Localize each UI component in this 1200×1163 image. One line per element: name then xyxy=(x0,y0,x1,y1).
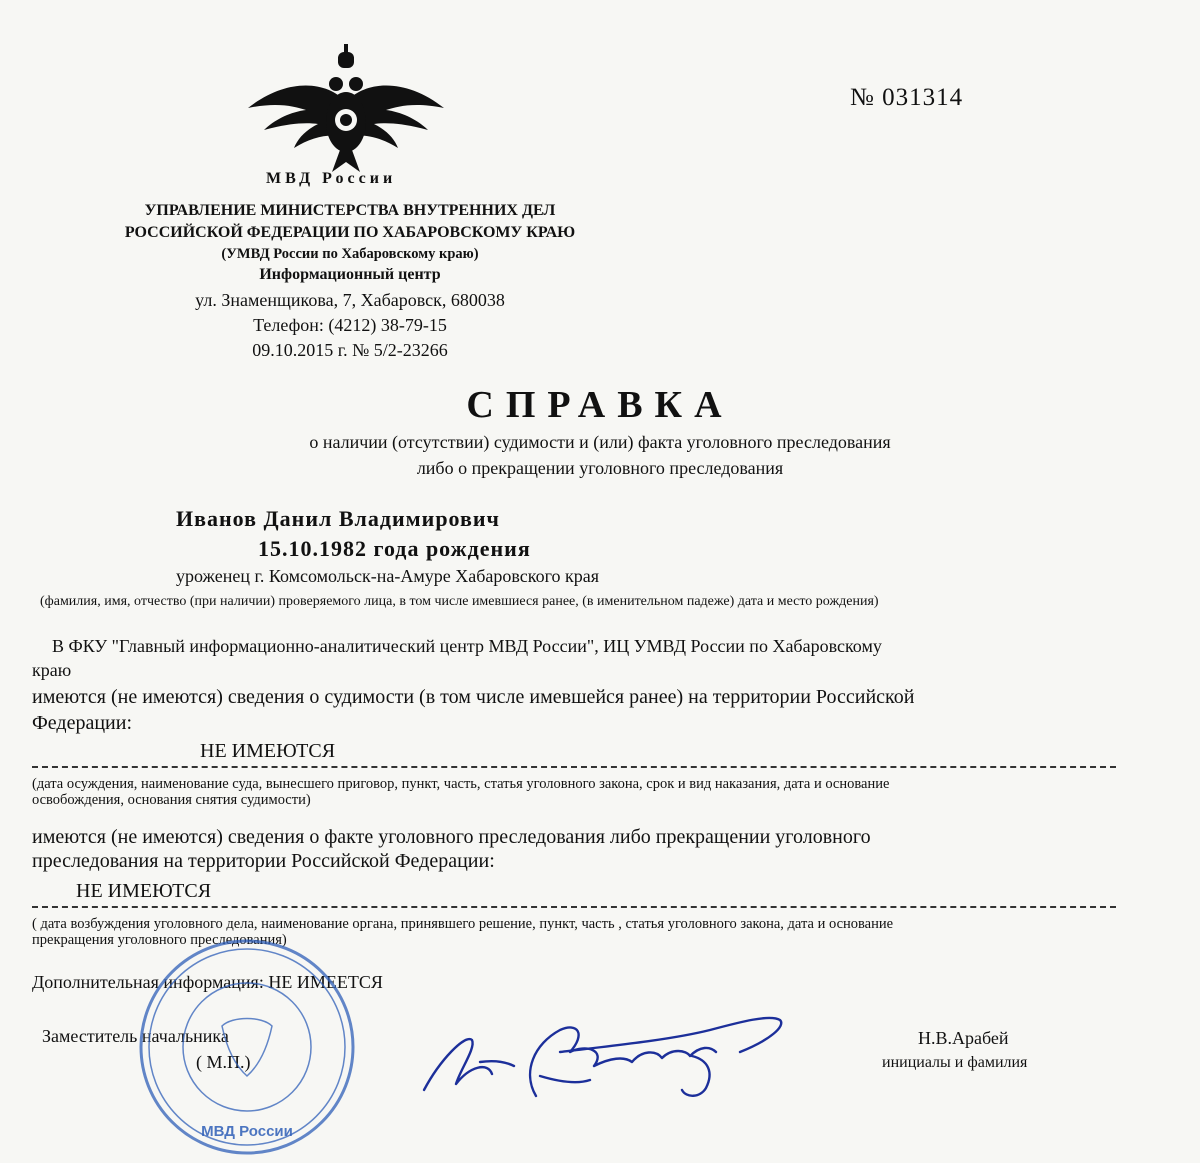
divider xyxy=(32,766,1116,768)
intro-text: краю xyxy=(32,660,72,680)
document-number: № 031314 xyxy=(850,84,964,111)
prosecution-text: имеются (не имеются) сведения о факте уголовного преследования либо прекращении уголовного xyxy=(32,826,871,848)
agency-phone: Телефон: (4212) 38-79-15 xyxy=(253,315,447,335)
conviction-caption: (дата осуждения, наименование суда, вынесшего приговор, пункт, часть, статья уголовного закона, срок и вид наказания, дата и основание xyxy=(32,776,890,792)
conviction-text: имеются (не имеются) сведения о судимости (в том числе имевшейся ранее) на территории Российской xyxy=(32,686,915,708)
official-stamp xyxy=(136,936,358,1158)
emblem-icon xyxy=(246,40,446,180)
conviction-text: Федерации: xyxy=(32,712,133,734)
person-full-name: Иванов Данил Владимирович xyxy=(176,506,500,531)
header-line: УПРАВЛЕНИЕ МИНИСТЕРСТВА ВНУТРЕННИХ ДЕЛ xyxy=(144,202,556,219)
conviction-value: НЕ ИМЕЮТСЯ xyxy=(200,740,336,762)
document-subtitle: либо о прекращении уголовного преследования xyxy=(416,458,784,478)
intro-text: В ФКУ "Главный информационно-аналитический центр МВД России", ИЦ УМВД России по Хабаровскому xyxy=(52,636,882,656)
additional-info: Дополнительная информация: НЕ ИМЕЕТСЯ xyxy=(32,972,383,992)
agency-address: ул. Знаменщикова, 7, Хабаровск, 680038 xyxy=(195,290,505,310)
handwritten-signature xyxy=(410,1000,790,1110)
person-birthplace: уроженец г. Комсомольск-на-Амуре Хабаровского края xyxy=(176,566,600,586)
prosecution-text: преследования на территории Российской Федерации: xyxy=(32,850,495,872)
document-title: СПРАВКА xyxy=(466,384,734,426)
divider xyxy=(32,906,1116,908)
person-caption: (фамилия, имя, отчество (при наличии) проверяемого лица, в том числе имевшиеся ранее, (в именительном падеже) дата и место рождения) xyxy=(40,594,879,609)
person-birth-date: 15.10.1982 года рождения xyxy=(258,536,531,561)
signer-position: Заместитель начальника xyxy=(42,1026,229,1046)
header-line: Информационный центр xyxy=(259,266,441,283)
seal-placeholder: ( М.П.) xyxy=(196,1052,251,1072)
stamp-text: МВД России xyxy=(201,1123,293,1140)
prosecution-value: НЕ ИМЕЮТСЯ xyxy=(76,880,212,902)
header-line: (УМВД России по Хабаровскому краю) xyxy=(221,246,479,262)
header-line: РОССИЙСКОЙ ФЕДЕРАЦИИ ПО ХАБАРОВСКОМУ КРАЮ xyxy=(124,224,576,241)
signer-name: Н.В.Арабей xyxy=(918,1028,1009,1048)
signer-caption: инициалы и фамилия xyxy=(882,1054,1028,1071)
conviction-caption: освобождения, основания снятия судимости) xyxy=(32,792,311,808)
outgoing-date-ref: 09.10.2015 г. № 5/2-23266 xyxy=(252,340,448,360)
agency-short-name: МВД России xyxy=(266,170,397,187)
prosecution-caption: ( дата возбуждения уголовного дела, наименование органа, принявшего решение, пункт, часть , статья уголовного закона, дата и основание xyxy=(32,916,894,932)
document-subtitle: о наличии (отсутствии) судимости и (или) факта уголовного преследования xyxy=(309,432,891,452)
prosecution-caption: прекращения уголовного преследования) xyxy=(32,932,287,948)
